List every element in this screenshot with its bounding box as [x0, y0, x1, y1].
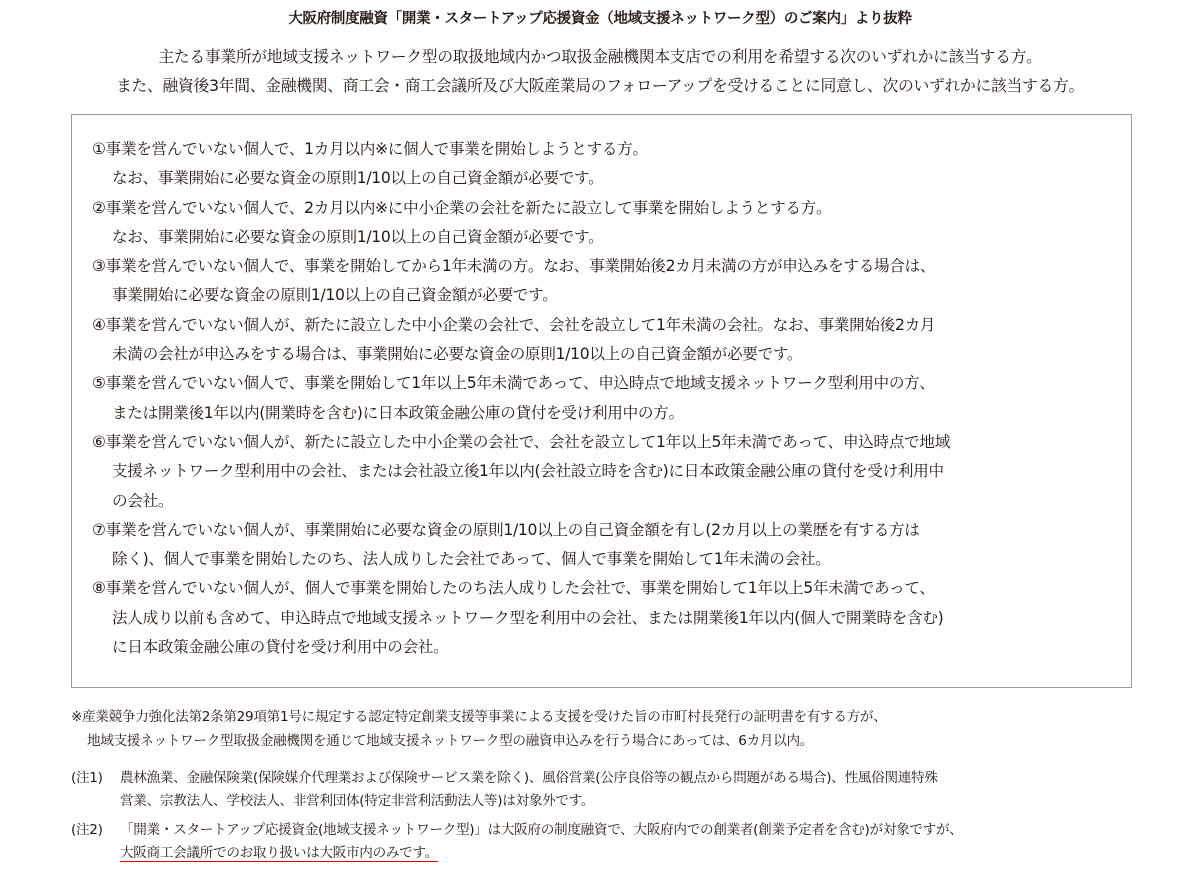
item-line: 事業開始に必要な資金の原則1/10以上の自己資金額が必要です。: [112, 286, 558, 305]
item-line: 法人成り以前も含めて、申込時点で地域支援ネットワーク型を利用中の会社、または開業後1年以内(個人で開業時を含む): [112, 608, 944, 627]
eligibility-item-3: [92, 252, 1121, 311]
item-line: に日本政策金融公庫の貸付を受け利用中の会社。: [112, 638, 449, 657]
item-line: ①事業を営んでいない個人で、1カ月以内※に個人で事業を開始しようとする方。: [92, 140, 648, 158]
eligibility-item-5: [92, 369, 1121, 428]
note-label: (注2): [71, 822, 103, 838]
eligibility-item-1: [92, 135, 1121, 194]
note-2: [71, 819, 963, 865]
note-line-underlined: [120, 842, 963, 865]
note-body: [120, 767, 938, 813]
footnote-line: 地域支援ネットワーク型取扱金融機関を通じて地域支援ネットワーク型の融資申込みを行う場合にあっては、6カ月以内。: [87, 733, 814, 749]
item-line: ③事業を営んでいない個人で、事業を開始してから1年未満の方。なお、事業開始後2カ月未満の方が申込みをする場合は、: [92, 257, 936, 276]
item-line: ④事業を営んでいない個人が、新たに設立した中小企業の会社で、会社を設立して1年未満の会社。なお、事業開始後2カ月: [92, 315, 936, 334]
footnote-line: ※産業競争力強化法第2条第29項第1号に規定する認定特定創業支援等事業による支援を受けた旨の市町村長発行の証明書を有する方が、: [71, 709, 887, 725]
note-label: (注1): [71, 770, 103, 786]
item-line: ⑧事業を営んでいない個人が、個人で事業を開始したのち法人成りした会社で、事業を開始して1年以上5年未満であって、: [92, 579, 935, 598]
item-line: または開業後1年以内(開業時を含む)に日本政策金融公庫の貸付を受け利用中の方。: [112, 403, 684, 422]
notes-section: [71, 767, 963, 871]
note-line: 営業、宗教法人、学校法人、非営利団体(特定非営利活動法人等)は対象外です。: [120, 793, 595, 809]
eligibility-item-7: [92, 516, 1121, 575]
eligibility-item-4: [92, 311, 1121, 370]
underlined-text: 大阪商工会議所でのお取り扱いは大阪市内のみです。: [120, 845, 438, 861]
item-line: なお、事業開始に必要な資金の原則1/10以上の自己資金額が必要です。: [112, 169, 604, 188]
eligibility-item-6: [92, 428, 1121, 516]
eligibility-item-2: [92, 194, 1121, 253]
item-line: ⑦事業を営んでいない個人が、事業開始に必要な資金の原則1/10以上の自己資金額を有し(2カ月以上の業歴を有する方は: [92, 520, 920, 539]
item-line: 除く)、個人で事業を開始したのち、法人成りした会社であって、個人で事業を開始して1年未満の会社。: [112, 550, 831, 569]
item-line: ⑤事業を営んでいない個人で、事業を開始して1年以上5年未満であって、申込時点で地域支援ネットワーク型利用中の方、: [92, 374, 935, 393]
note-line: 農林漁業、金融保険業(保険媒介代理業および保険サービス業を除く)、風俗営業(公序良俗等の観点から問題がある場合)、性風俗関連特殊: [120, 770, 938, 786]
item-line: 未満の会社が申込みをする場合は、事業開始に必要な資金の原則1/10以上の自己資金額が必要です。: [112, 345, 803, 364]
note-body: [120, 819, 963, 865]
intro-text: [0, 42, 1200, 100]
intro-line: 主たる事業所が地域支援ネットワーク型の取扱地域内かつ取扱金融機関本支店での利用を希望する次のいずれかに該当する方。: [158, 47, 1042, 66]
eligibility-item-8: [92, 574, 1121, 662]
asterisk-footnote: [71, 705, 887, 753]
item-line: の会社。: [112, 491, 174, 510]
document-title: 大阪府制度融資「開業・スタートアップ応援資金（地域支援ネットワーク型）のご案内」より抜粋: [288, 11, 912, 27]
item-line: ②事業を営んでいない個人で、2カ月以内※に中小企業の会社を新たに設立して事業を開始しようとする方。: [92, 198, 832, 217]
eligibility-box: [71, 114, 1132, 688]
intro-line: また、融資後3年間、金融機関、商工会・商工会議所及び大阪産業局のフォローアップを受けることに同意し、次のいずれかに該当する方。: [116, 76, 1084, 95]
eligibility-list: [92, 135, 1121, 662]
note-line: 「開業・スタートアップ応援資金(地域支援ネットワーク型)」は大阪府の制度融資で、大阪府内での創業者(創業予定者を含む)が対象ですが、: [120, 822, 963, 838]
item-line: ⑥事業を営んでいない個人が、新たに設立した中小企業の会社で、会社を設立して1年以上5年未満であって、申込時点で地域: [92, 432, 951, 451]
item-line: 支援ネットワーク型利用中の会社、または会社設立後1年以内(会社設立時を含む)に日本政策金融公庫の貸付を受け利用中: [112, 462, 944, 481]
note-1: [71, 767, 963, 813]
item-line: なお、事業開始に必要な資金の原則1/10以上の自己資金額が必要です。: [112, 227, 604, 246]
